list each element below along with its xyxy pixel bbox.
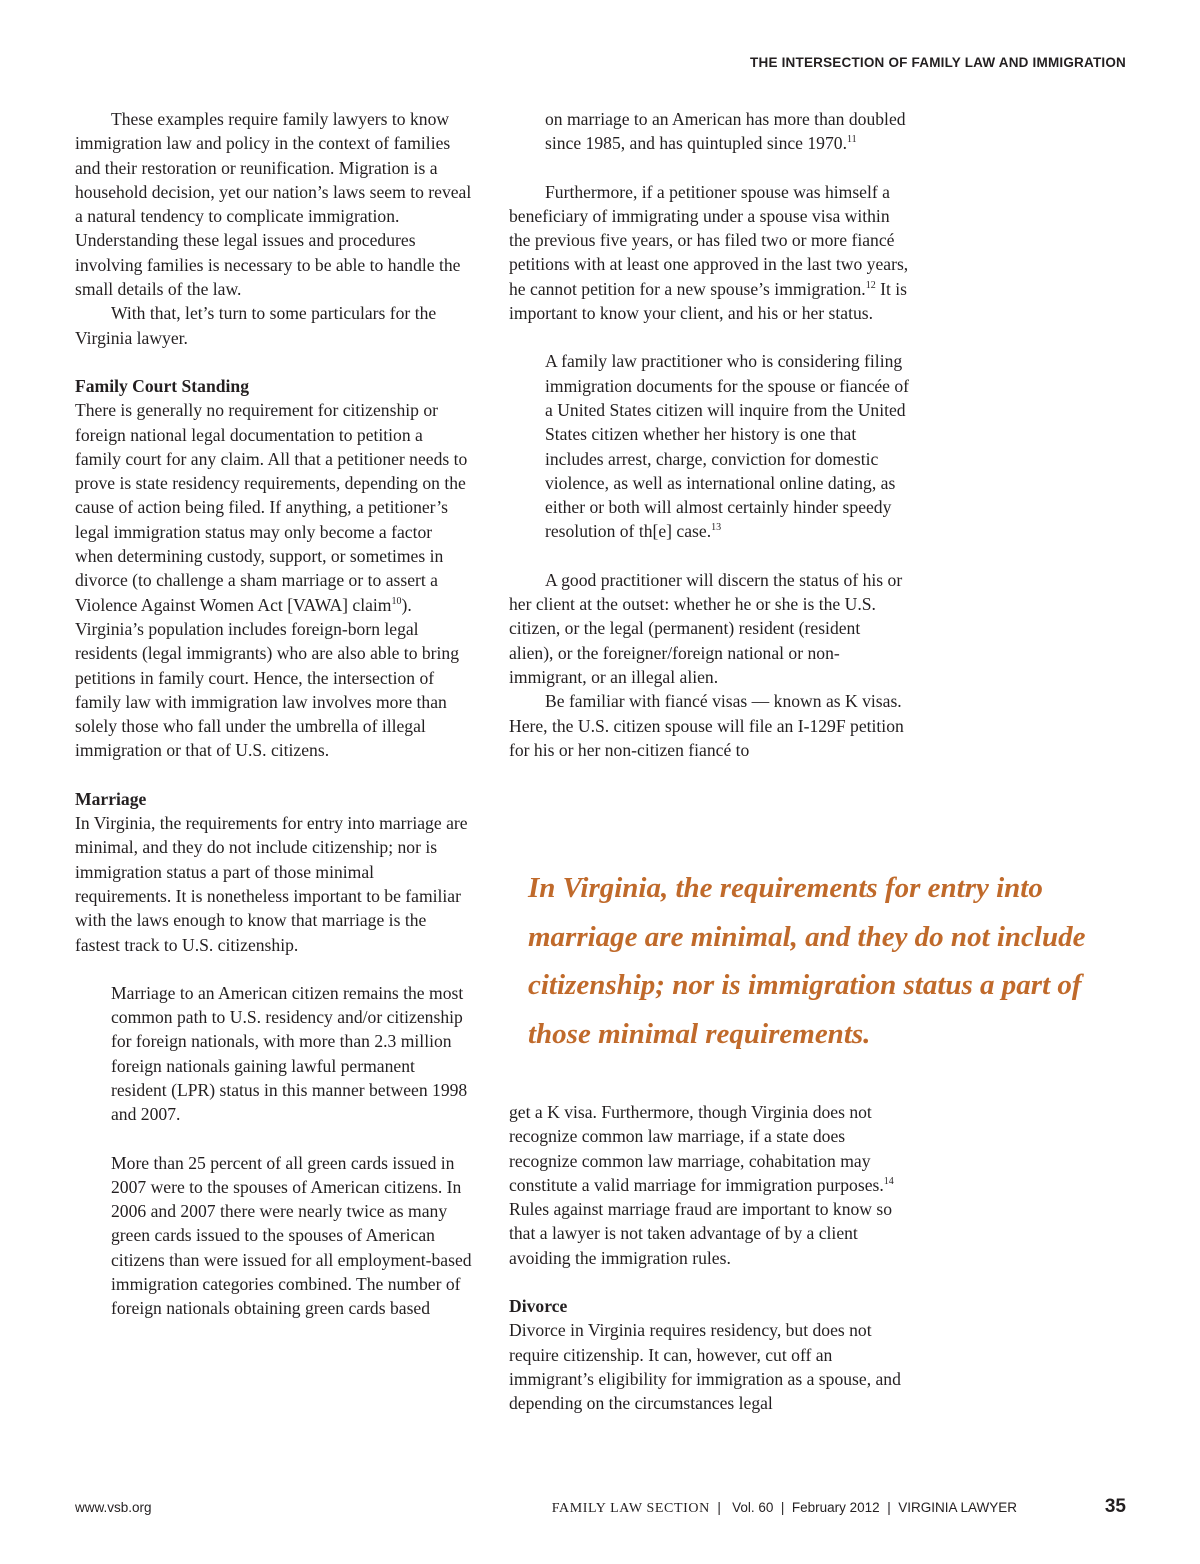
text-run: get a K visa. Furthermore, though Virginia does not recognize common law marriage, if a state does recognize common law marriage, cohabitation may constitute a valid marriage for immigration purposes. (509, 1102, 884, 1195)
footnote-ref-10: 10 (391, 595, 402, 607)
paragraph-marriage: In Virginia, the requirements for entry into marriage are minimal, and they do not include citizenship; nor is immigration status a part of those minimal requirements. It is nonetheless important to be familiar with the laws enough to know that marriage is the fastest track to U.S. citizenship. (75, 813, 468, 955)
paragraph-k-visa (509, 1100, 909, 1270)
right-column-bottom (509, 1100, 909, 1416)
footer-volume: Vol. 60 (732, 1500, 774, 1515)
footer-publication: VIRGINIA LAWYER (898, 1500, 1017, 1515)
block-quote-marriage-path: Marriage to an American citizen remains the most common path to U.S. residency and/or citizenship for foreign nationals, with more than 2.3 million foreign nationals gaining lawful permanent resident (LPR) status in this manner between 1998 and 2007. (111, 982, 468, 1125)
footer-section: FAMILY LAW SECTION (551, 1501, 710, 1516)
text-run: Furthermore, if a petitioner spouse was himself a beneficiary of immigrating under a spouse visa within the previous five years, or has filed two or more fiancé petitions with at least one approved in the last two years, he cannot petition for a new spouse’s immigration. (509, 181, 909, 299)
block-quote-green-cards: More than 25 percent of all green cards issued in 2007 were to the spouses of American citizens. In 2006 and 2007 there were nearly twice as many green cards issued to the spouses of American citizens than were issued for all employment-based immigration categories combined. The number of foreign nationals obtaining green cards based (111, 1152, 472, 1319)
text-run: A family law practitioner who is considering filing immigration documents for the spouse or fiancée of a United States citizen will inquire from the United States citizen whether her history is one that includes arrest, charge, conviction for domestic violence, as well as international online dating, as either or both will almost certainly hinder speedy resolution of th[e] case. (545, 351, 909, 542)
footer-url[interactable]: www.vsb.org (75, 1500, 152, 1515)
text-run: Rules against marriage fraud are important to know so that a lawyer is not taken advantage of by a client avoiding the immigration rules. (509, 1199, 893, 1268)
footer-separator: | (773, 1500, 792, 1515)
running-header: THE INTERSECTION OF FAMILY LAW AND IMMIGRATION (750, 55, 1126, 70)
left-column (75, 107, 473, 1321)
footer-separator: | (879, 1500, 899, 1515)
footer-separator: | (709, 1500, 733, 1515)
pull-quote: In Virginia, the requirements for entry into marriage are minimal, and they do not include citizenship; nor is immigration status a part of those minimal requirements. (528, 872, 1086, 1050)
footnote-ref-12: 12 (865, 279, 876, 291)
footnote-ref-14: 14 (883, 1175, 894, 1187)
text-run: on marriage to an American has more than doubled since 1985, and has quintupled since 1970. (545, 109, 906, 154)
right-column-top (509, 107, 909, 762)
footer-date: February 2012 (791, 1500, 880, 1515)
text-run: It is important to know your client, and his or her status. (509, 278, 907, 324)
page-number: 35 (1104, 1496, 1126, 1517)
paragraph-family-court (75, 398, 473, 762)
text-run: ). Virginia’s population includes foreign-born legal residents (legal immigrants) who are also able to bring petitions in family court. Hence, the intersection of family law with immigration law involves more than solely those who fall under the umbrella of illegal immigration or that of U.S. citizens. (75, 594, 460, 761)
paragraph-transition: With that, let’s turn to some particulars for the Virginia lawyer. (75, 303, 437, 348)
heading-family-court-standing: Family Court Standing (75, 375, 250, 396)
paragraph-client-status: A good practitioner will discern the status of his or her client at the outset: whether he or she is the U.S. citizen, or the legal (permanent) resident (resident alien), or the foreigner/foreign national or non-immigrant, or an illegal alien. (509, 569, 903, 687)
paragraph-fiance-visas: Be familiar with fiancé visas — known as K visas. Here, the U.S. citizen spouse will file an I-129F petition for his or her non-citizen fiancé to (509, 691, 904, 760)
footer-publication-info (552, 1500, 1017, 1517)
footnote-ref-13: 13 (711, 522, 722, 534)
block-quote-green-cards-continued (545, 107, 909, 156)
paragraph-petitioner-restrictions (509, 180, 909, 326)
block-quote-practitioner (545, 349, 909, 543)
footnote-ref-11: 11 (846, 134, 857, 146)
text-run: There is generally no requirement for citizenship or foreign national legal documentation to petition a family court for any claim. All that a petitioner needs to prove is state residency requirements, depending on the cause of action being filed. If anything, a petitioner’s legal immigration status may only become a factor when determining custody, support, or sometimes in divorce (to challenge a sham marriage or to assert a Violence Against Women Act [VAWA] claim (75, 400, 468, 615)
heading-divorce: Divorce (509, 1296, 568, 1317)
heading-marriage: Marriage (75, 788, 147, 809)
paragraph-divorce: Divorce in Virginia requires residency, but does not require citizenship. It can, however, cut off an immigrant’s eligibility for immigration as a spouse, and depending on the circumstances legal (509, 1320, 901, 1414)
paragraph-intro: These examples require family lawyers to know immigration law and policy in the context of families and their restoration or reunification. Migration is a household decision, yet our nation’s laws seem to reveal a natural tendency to complicate immigration. Understanding these legal issues and procedures involving families is necessary to be able to handle the small details of the law. (75, 109, 472, 300)
